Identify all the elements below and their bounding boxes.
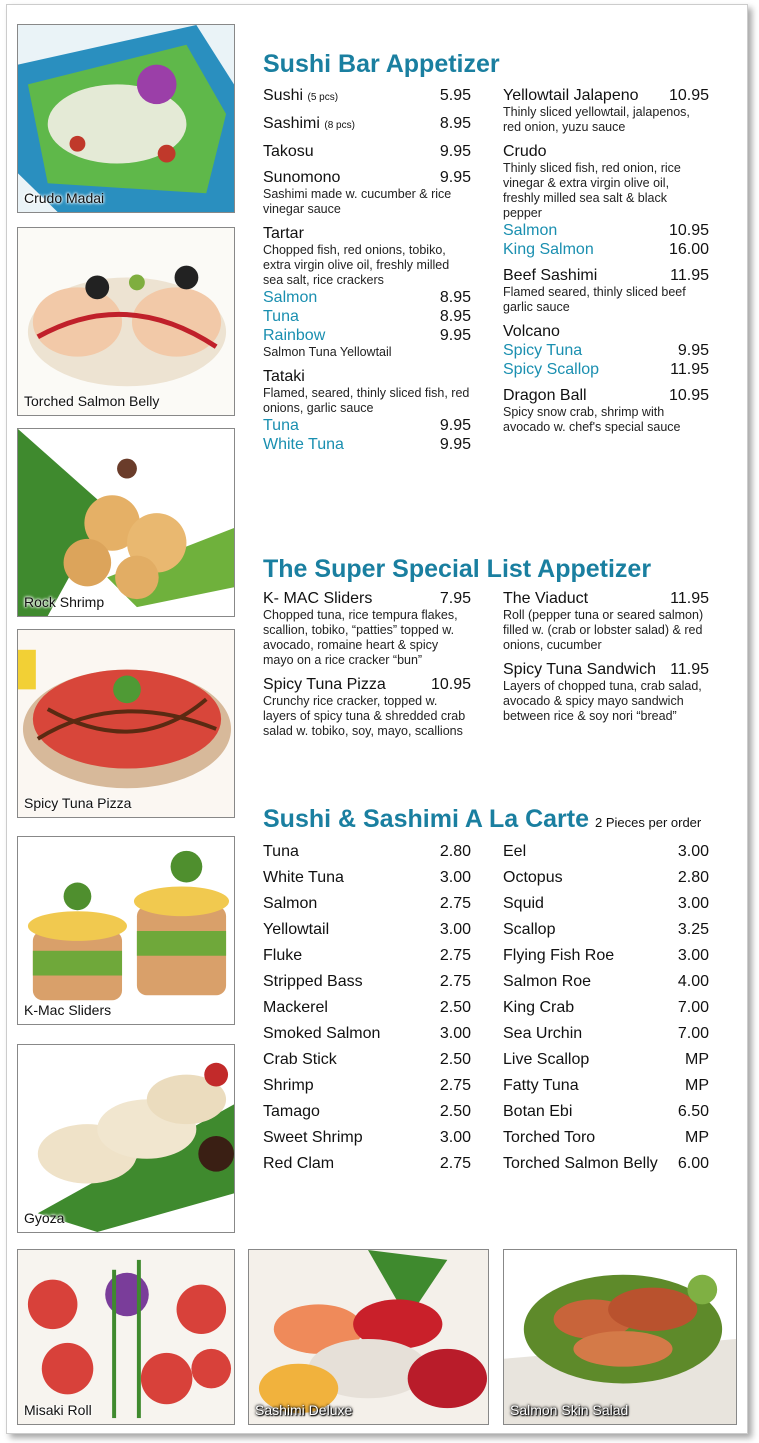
sub-item-row [263,307,471,326]
item-price: 7.95 [439,590,471,607]
item-price: 10.95 [668,387,709,404]
a-la-carte-row [263,920,471,939]
a-la-carte-row [263,972,471,991]
a-la-carte-price: 4.00 [677,973,709,990]
a-la-carte-price: 7.00 [677,999,709,1016]
a-la-carte-name: Scallop [503,921,556,938]
a-la-carte-price: 3.00 [677,843,709,860]
item-name: Tataki [263,368,305,385]
item-price: 11.95 [670,267,709,284]
a-la-carte-name: Squid [503,895,544,912]
photo-misaki-roll [17,1249,235,1425]
item-description: Thinly sliced yellowtail, jalapenos, red onion, yuzu sauce [503,105,690,134]
sushi-bar-right-column [503,86,709,442]
item-price: 5.95 [439,87,471,104]
menu-item [263,675,471,739]
a-la-carte-price: 6.50 [677,1103,709,1120]
a-la-carte-name: Red Clam [263,1155,335,1172]
a-la-carte-price: 3.00 [439,1025,471,1042]
sub-item-price: 9.95 [439,436,471,453]
item-price: 9.95 [439,143,471,160]
sub-item-price: 8.95 [439,308,471,325]
item-row [503,266,709,285]
item-name: Takosu [263,143,314,160]
item-row [503,589,709,608]
a-la-carte-name: Salmon [263,895,318,912]
item-note: (8 pcs) [324,120,355,131]
caption-gyoza: Gyoza [24,1210,65,1226]
a-la-carte-name: Salmon Roe [503,973,592,990]
sub-item-name: Spicy Scallop [503,361,600,378]
item-price: 11.95 [670,661,709,678]
caption-rock-shrimp: Rock Shrimp [24,594,105,610]
super-special-left-column [263,589,471,746]
a-la-carte-name: Fatty Tuna [503,1077,579,1094]
a-la-carte-row [503,1050,709,1069]
a-la-carte-price: 2.80 [439,843,471,860]
a-la-carte-name: White Tuna [263,869,344,886]
sub-item-price: 16.00 [668,241,709,258]
caption-crudo-madai: Crudo Madai [24,190,105,206]
heading-sushi-bar-appetizer: Sushi Bar Appetizer [263,50,500,78]
photo-kmac-sliders [17,836,235,1025]
a-la-carte-name: Torched Salmon Belly [503,1155,658,1172]
item-row [263,675,471,694]
menu-item [263,86,471,107]
a-la-carte-note: 2 Pieces per order [595,815,702,830]
a-la-carte-price: MP [685,1077,709,1094]
a-la-carte-row [503,1024,709,1043]
misaki-roll-image [18,1250,234,1424]
a-la-carte-row [263,842,471,861]
a-la-carte-price: 6.00 [677,1155,709,1172]
sub-item-row [263,288,471,307]
sub-item-name: Salmon [503,222,558,239]
a-la-carte-row [503,1102,709,1121]
item-name: Spicy Tuna Pizza [263,676,386,693]
item-name: Sushi (5 pcs) [263,87,339,104]
a-la-carte-row [503,894,709,913]
a-la-carte-row [263,1050,471,1069]
a-la-carte-name: Fluke [263,947,303,964]
a-la-carte-row [503,920,709,939]
a-la-carte-row [503,868,709,887]
caption-torched-salmon-belly: Torched Salmon Belly [24,393,160,409]
item-row [263,168,471,187]
menu-item [263,589,471,668]
item-name: Sashimi (8 pcs) [263,115,355,132]
a-la-carte-name: Smoked Salmon [263,1025,381,1042]
sub-item-name: Rainbow [263,327,326,344]
a-la-carte-row [263,1024,471,1043]
a-la-carte-price: 2.80 [677,869,709,886]
item-description: Thinly sliced fish, red onion, rice vinegar & extra virgin olive oil, freshly milled sea salt & black pepper [503,161,681,220]
a-la-carte-row [503,972,709,991]
a-la-carte-name: Crab Stick [263,1051,337,1068]
a-la-carte-price: 2.50 [439,999,471,1016]
a-la-carte-name: Sea Urchin [503,1025,583,1042]
caption-spicy-tuna-pizza: Spicy Tuna Pizza [24,795,132,811]
a-la-carte-price: MP [685,1129,709,1146]
item-row [503,86,709,105]
a-la-carte-price: 7.00 [677,1025,709,1042]
item-name: K- MAC Sliders [263,590,373,607]
menu-item [503,589,709,653]
a-la-carte-name: Shrimp [263,1077,314,1094]
a-la-carte-price: 2.50 [439,1103,471,1120]
caption-kmac-sliders: K-Mac Sliders [24,1002,112,1018]
sushi-bar-left-column [263,86,471,461]
a-la-carte-name: Torched Toro [503,1129,596,1146]
gyoza-image [18,1045,234,1232]
a-la-carte-row [263,868,471,887]
sub-item-row [263,416,471,435]
kmac-sliders-image [18,837,234,1024]
super-special-right-column [503,589,709,731]
sub-item-price: 11.95 [670,361,709,378]
photo-salmon-skin-salad [503,1249,737,1425]
item-description: Chopped tuna, rice tempura flakes, scallion, tobiko, “patties” topped w. avocado, romaine heart & spicy mayo on a rice cracker “bun” [263,608,458,667]
item-description: Flamed seared, thinly sliced beef garlic sauce [503,285,686,314]
heading-a-la-carte [263,805,701,834]
sub-item-price: 10.95 [668,222,709,239]
salmon-skin-salad-image [504,1250,736,1424]
item-description: Flamed, seared, thinly sliced fish, red onions, garlic sauce [263,386,470,415]
item-row [263,86,471,107]
a-la-carte-price: 3.00 [439,1129,471,1146]
menu-item [503,660,709,724]
a-la-carte-name: Tuna [263,843,299,860]
sub-item-price: 9.95 [439,327,471,344]
a-la-carte-row [263,1076,471,1095]
menu-item [263,114,471,135]
a-la-carte-price: MP [685,1051,709,1068]
item-row [263,114,471,135]
a-la-carte-price: 2.50 [439,1051,471,1068]
menu-item [503,322,709,379]
item-description: Spicy snow crab, shrimp with avocado w. chef's special sauce [503,405,681,434]
menu-item [503,266,709,315]
menu-item [263,168,471,217]
menu-item [503,386,709,435]
sub-item-name: Tuna [263,308,299,325]
a-la-carte-name: Stripped Bass [263,973,363,990]
a-la-carte-row [263,1128,471,1147]
item-price: 10.95 [668,87,709,104]
rock-shrimp-image [18,429,234,616]
a-la-carte-row [263,946,471,965]
item-name: Volcano [503,323,560,340]
spicy-tuna-pizza-image [18,630,234,817]
a-la-carte-price: 2.75 [439,1077,471,1094]
a-la-carte-left-column [263,842,471,1180]
sub-item-row [503,341,709,360]
a-la-carte-name: Yellowtail [263,921,330,938]
a-la-carte-price: 2.75 [439,895,471,912]
menu-item [263,142,471,161]
sub-item-price: 8.95 [439,289,471,306]
item-price: 10.95 [430,676,471,693]
item-description: Roll (pepper tuna or seared salmon) filled w. (crab or lobster salad) & red onions, cucumber [503,608,704,652]
a-la-carte-row [503,1128,709,1147]
sashimi-deluxe-image [249,1250,488,1424]
photo-crudo-madai [17,24,235,213]
a-la-carte-row [503,842,709,861]
caption-sashimi-deluxe: Sashimi Deluxe [255,1402,353,1418]
item-name: Sunomono [263,169,341,186]
item-row [263,367,471,386]
a-la-carte-row [263,1102,471,1121]
a-la-carte-price: 3.25 [677,921,709,938]
item-note: (5 pcs) [307,92,339,103]
a-la-carte-row [263,998,471,1017]
a-la-carte-name: Mackerel [263,999,328,1016]
a-la-carte-price: 2.75 [439,973,471,990]
a-la-carte-name: Octopus [503,869,563,886]
item-name: Spicy Tuna Sandwich [503,661,656,678]
a-la-carte-row [503,1076,709,1095]
torched-salmon-belly-image [18,228,234,415]
photo-spicy-tuna-pizza [17,629,235,818]
caption-misaki-roll: Misaki Roll [24,1402,92,1418]
item-description: Sashimi made w. cucumber & rice vinegar sauce [263,187,452,216]
menu-item [503,86,709,135]
menu-item [503,142,709,259]
item-name: Yellowtail Jalapeno [503,87,639,104]
a-la-carte-name: Flying Fish Roe [503,947,615,964]
a-la-carte-title: Sushi & Sashimi A La Carte [263,805,590,833]
item-row [503,660,709,679]
item-price: 9.95 [439,169,471,186]
a-la-carte-price: 3.00 [677,947,709,964]
menu-item [263,224,471,360]
a-la-carte-price: 2.75 [439,947,471,964]
item-name: Dragon Ball [503,387,587,404]
sub-item-row [503,221,709,240]
sub-item-name: Spicy Tuna [503,342,583,359]
item-price: 8.95 [439,115,471,132]
sub-item-name: White Tuna [263,436,344,453]
crudo-madai-image [18,25,234,212]
sub-item-name: Salmon [263,289,318,306]
a-la-carte-price: 3.00 [439,921,471,938]
caption-salmon-skin-salad: Salmon Skin Salad [510,1402,629,1418]
item-price: 11.95 [670,590,709,607]
sub-item-name: King Salmon [503,241,594,258]
a-la-carte-price: 3.00 [439,869,471,886]
sub-item-price: 9.95 [439,417,471,434]
a-la-carte-name: King Crab [503,999,575,1016]
a-la-carte-price: 3.00 [677,895,709,912]
item-name: Beef Sashimi [503,267,598,284]
item-row [263,589,471,608]
a-la-carte-name: Eel [503,843,527,860]
a-la-carte-row [263,894,471,913]
item-name: The Viaduct [503,590,589,607]
a-la-carte-row [503,946,709,965]
a-la-carte-row [503,998,709,1017]
item-row [503,386,709,405]
photo-rock-shrimp [17,428,235,617]
a-la-carte-name: Sweet Shrimp [263,1129,363,1146]
sub-item-row [503,240,709,259]
heading-super-special: The Super Special List Appetizer [263,555,652,583]
a-la-carte-right-column [503,842,709,1180]
photo-sashimi-deluxe [248,1249,489,1425]
a-la-carte-price: 2.75 [439,1155,471,1172]
a-la-carte-name: Botan Ebi [503,1103,573,1120]
item-row [503,322,709,341]
a-la-carte-row [263,1154,471,1173]
menu-item [263,367,471,454]
item-description: Layers of chopped tuna, crab salad, avocado & spicy mayo sandwich between rice & soy nori “bread” [503,679,702,723]
sub-item-name: Tuna [263,417,299,434]
sub-item-row [263,435,471,454]
item-sub-description: Salmon Tuna Yellowtail [263,345,392,359]
photo-torched-salmon-belly [17,227,235,416]
photo-gyoza [17,1044,235,1233]
sub-item-row [503,360,709,379]
item-row [263,224,471,243]
item-row [263,142,471,161]
item-row [503,142,709,161]
sub-item-row [263,326,471,345]
item-name: Tartar [263,225,304,242]
a-la-carte-row [503,1154,709,1173]
sub-item-price: 9.95 [677,342,709,359]
a-la-carte-name: Tamago [263,1103,320,1120]
a-la-carte-name: Live Scallop [503,1051,590,1068]
item-description: Crunchy rice cracker, topped w. layers of spicy tuna & shredded crab salad w. tobiko, soy, mayo, scallions [263,694,466,738]
item-description: Chopped fish, red onions, tobiko, extra virgin olive oil, freshly milled sea salt, rice crackers [263,243,450,287]
item-name: Crudo [503,143,547,160]
